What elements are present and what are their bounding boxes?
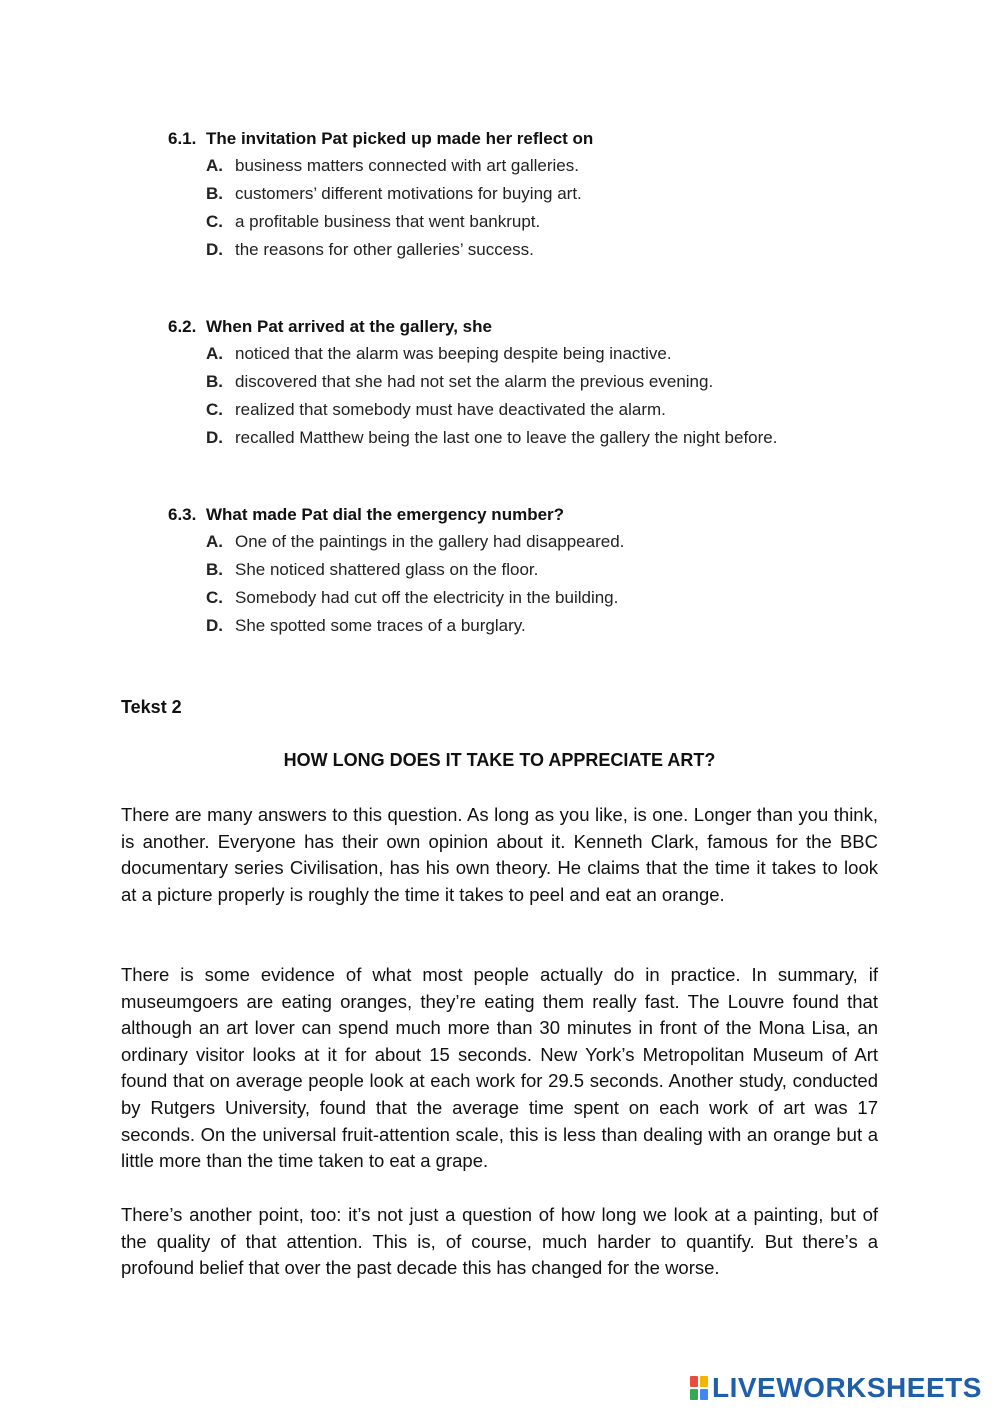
answer-option-a[interactable] [168,531,868,559]
question-title [168,128,868,155]
logo-mark-tile [690,1376,698,1387]
liveworksheets-logo [690,1373,982,1403]
option-letter: B. [206,560,223,579]
answer-option-d[interactable] [168,427,868,455]
question-title [168,504,868,531]
question-text: What made Pat dial the emergency number? [206,505,565,524]
question-6-1 [168,128,868,267]
option-letter: C. [206,588,223,607]
answer-option-d[interactable] [168,239,868,267]
logo-mark-tile [700,1389,708,1400]
answer-option-a[interactable] [168,343,868,371]
article-paragraph-3: There’s another point, too: it’s not just a question of how long we look at a painting, but of the quality of that attention. This is, of course, much harder to quantify. But there’s a profound belief that over the past decade this has changed for the worse. [121,1204,878,1279]
question-number: 6.2. [168,317,197,336]
option-letter: A. [206,532,223,551]
answer-option-c[interactable] [168,399,868,427]
option-letter: D. [206,616,223,635]
article-paragraph-1: There are many answers to this question. As long as you like, is one. Longer than you think, is another. Everyone has their own opinion about it. Kenneth Clark, famous for the BBC documentary series Civilisation, has his own theory. He claims that the time it takes to look at a picture properly is roughly the time it takes to peel and eat an orange. [121,804,878,905]
option-text: recalled Matthew being the last one to leave the gallery the night before. [235,428,778,447]
option-letter: B. [206,372,223,391]
option-text: realized that somebody must have deactivated the alarm. [235,400,666,419]
option-text: One of the paintings in the gallery had disappeared. [235,532,625,551]
answer-option-d[interactable] [168,615,868,643]
section-label: Tekst 2 [121,697,182,717]
logo-mark-tile [690,1389,698,1400]
question-number: 6.1. [168,129,197,148]
logo-mark-tile [700,1376,708,1387]
option-text: Somebody had cut off the electricity in the building. [235,588,619,607]
option-text: She spotted some traces of a burglary. [235,616,526,635]
question-text: The invitation Pat picked up made her reflect on [206,129,594,148]
answer-option-b[interactable] [168,183,868,211]
answer-option-b[interactable] [168,371,868,399]
option-letter: D. [206,428,223,447]
option-text: the reasons for other galleries’ success. [235,240,534,259]
logo-text: LIVEWORKSHEETS [712,1372,982,1403]
option-text: a profitable business that went bankrupt. [235,212,541,231]
question-6-3 [168,504,868,643]
question-text: When Pat arrived at the gallery, she [206,317,492,336]
option-text: She noticed shattered glass on the floor. [235,560,539,579]
answer-option-c[interactable] [168,211,868,239]
answer-option-c[interactable] [168,587,868,615]
question-6-2 [168,316,868,455]
question-title [168,316,868,343]
question-number: 6.3. [168,505,197,524]
option-text: discovered that she had not set the alarm the previous evening. [235,372,714,391]
answer-option-b[interactable] [168,559,868,587]
option-letter: A. [206,156,223,175]
option-text: business matters connected with art galleries. [235,156,579,175]
option-text: customers’ different motivations for buying art. [235,184,582,203]
article-title: HOW LONG DOES IT TAKE TO APPRECIATE ART? [283,750,716,770]
article-paragraph-2: There is some evidence of what most people actually do in practice. In summary, if museumgoers are eating oranges, they’re eating them really fast. The Louvre found that although an art lover can spend much more than 30 minutes in front of the Mona Lisa, an ordinary visitor looks at it for about 15 seconds. New York’s Metropolitan Museum of Art found that on average people look at each work for 29.5 seconds. Another study, conducted by Rutgers University, found that the average time spent on each work of art was 17 seconds. On the universal fruit-attention scale, this is less than dealing with an orange but a little more than the time taken to eat a grape. [121,964,878,1172]
option-letter: C. [206,212,223,231]
answer-option-a[interactable] [168,155,868,183]
option-letter: B. [206,184,223,203]
logo-mark-icon [690,1376,708,1400]
option-letter: D. [206,240,223,259]
option-letter: A. [206,344,223,363]
option-text: noticed that the alarm was beeping despite being inactive. [235,344,672,363]
option-letter: C. [206,400,223,419]
